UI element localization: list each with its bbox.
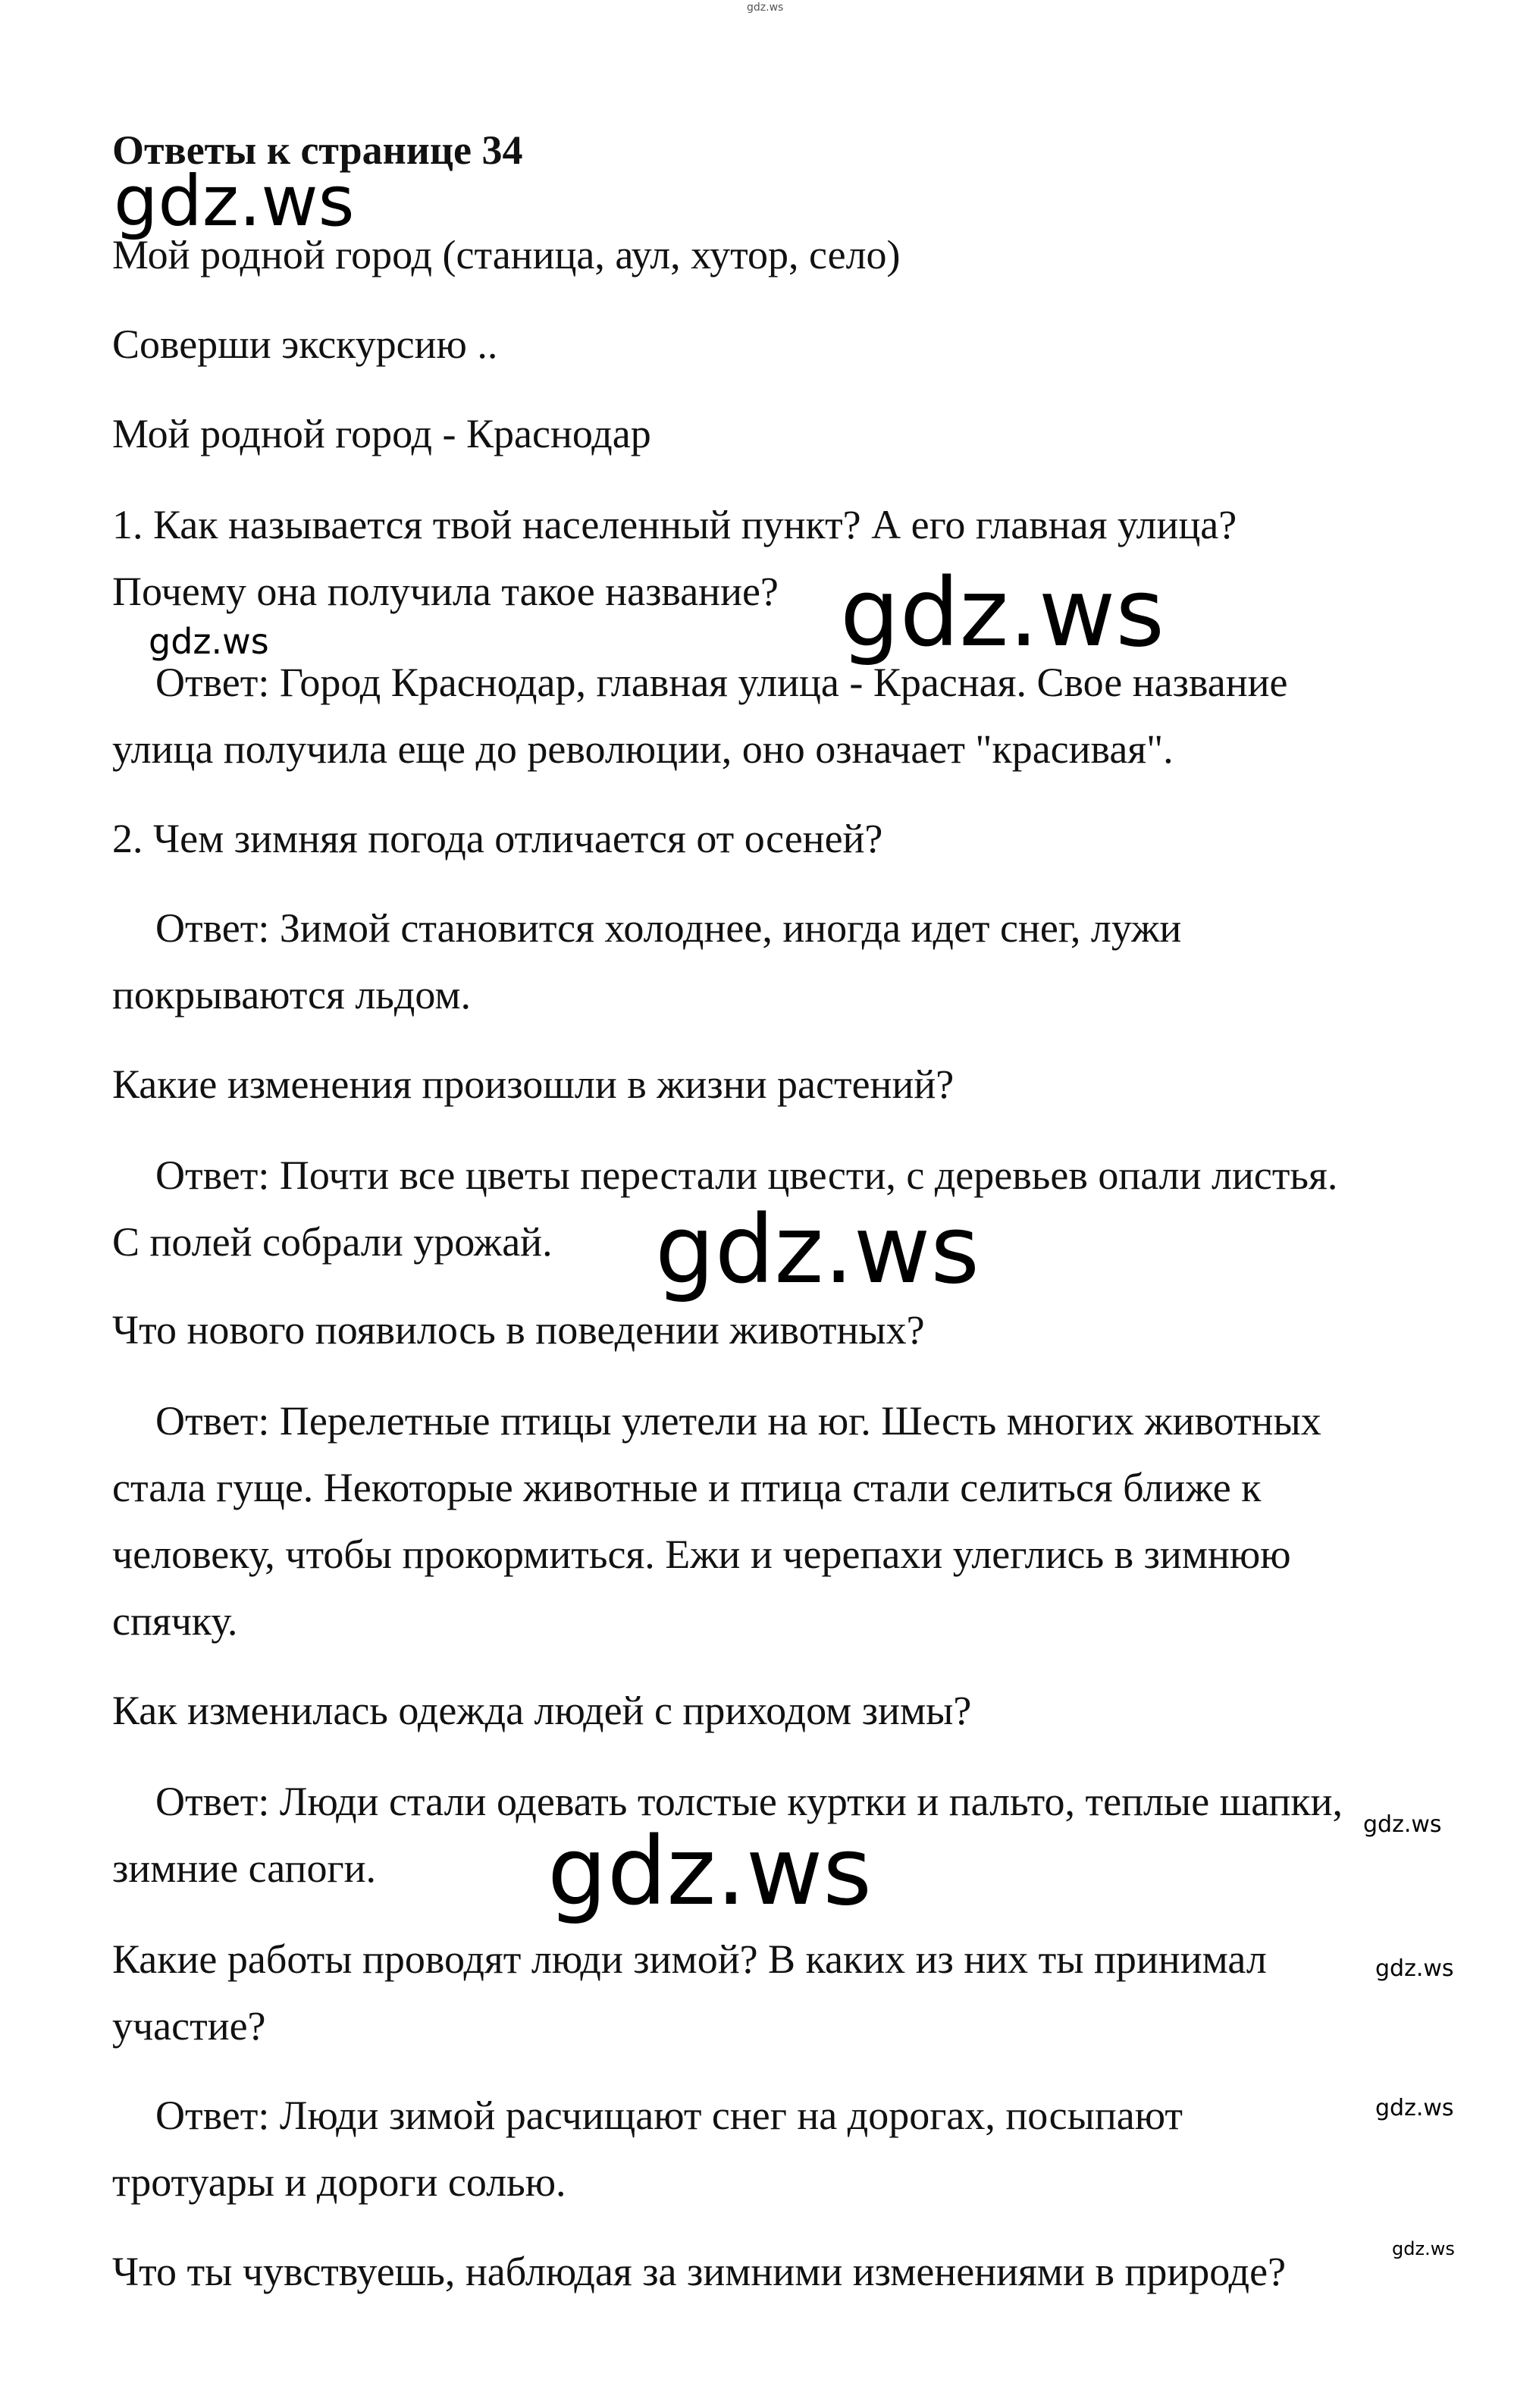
watermark-small: gdz.ws xyxy=(1392,2238,1455,2259)
question-line: Какие изменения произошли в жизни растений? xyxy=(112,1061,955,1107)
question-line: Что нового появилось в поведении животных? xyxy=(112,1307,925,1353)
question-line: 1. Как называется твой населенный пункт? А его главная улица? xyxy=(112,502,1237,547)
answer-line: стала гуще. Некоторые животные и птица стали селиться ближе к xyxy=(112,1465,1262,1510)
answer-line: Ответ: Люди стали одевать толстые куртки и пальто, теплые шапки, xyxy=(155,1779,1343,1824)
answer-line: С полей собрали урожай. xyxy=(112,1219,553,1265)
watermark-small: gdz.ws xyxy=(149,621,269,662)
answer-line: Ответ: Перелетные птицы улетели на юг. Шесть многих животных xyxy=(155,1398,1321,1444)
watermark-small: gdz.ws xyxy=(1375,1955,1454,1982)
text-line: Мой родной город - Краснодар xyxy=(112,411,651,456)
text-line: Мой родной город (станица, аул, хутор, село) xyxy=(112,232,901,277)
watermark-large: gdz.ws xyxy=(655,1196,980,1305)
answer-line: Ответ: Город Краснодар, главная улица - Красная. Свое название xyxy=(155,660,1288,705)
watermark-large: gdz.ws xyxy=(547,1817,872,1927)
answer-line: зимние сапоги. xyxy=(112,1845,376,1891)
text-line: Соверши экскурсию .. xyxy=(112,321,498,367)
page-title: Ответы к странице 34 xyxy=(112,127,523,173)
watermark-top: gdz.ws xyxy=(747,2,784,14)
answer-line: человеку, чтобы прокормиться. Ежи и черепахи улеглись в зимнюю xyxy=(112,1532,1291,1577)
answer-line: спячку. xyxy=(112,1598,238,1644)
question-line: участие? xyxy=(112,2003,266,2049)
watermark-large: gdz.ws xyxy=(840,559,1165,668)
question-line: 2. Чем зимняя погода отличается от осеней? xyxy=(112,816,883,861)
answer-line: Ответ: Люди зимой расчищают снег на дорогах, посыпают xyxy=(155,2093,1183,2138)
answer-line: улица получила еще до революции, оно означает "красивая". xyxy=(112,726,1174,772)
question-line: Что ты чувствуешь, наблюдая за зимними изменениями в природе? xyxy=(112,2249,1287,2294)
watermark-small: gdz.ws xyxy=(1375,2095,1454,2121)
watermark-large: gdz.ws xyxy=(114,161,355,242)
answer-line: покрываются льдом. xyxy=(112,972,472,1017)
question-line: Почему она получила такое название? xyxy=(112,569,779,614)
watermark-small: gdz.ws xyxy=(1363,1811,1442,1838)
answer-line: Ответ: Почти все цветы перестали цвести, с деревьев опали листья. xyxy=(155,1152,1338,1198)
question-line: Как изменилась одежда людей с приходом зимы? xyxy=(112,1688,972,1733)
question-line: Какие работы проводят люди зимой? В каких из них ты принимал xyxy=(112,1936,1267,1982)
answer-line: Ответ: Зимой становится холоднее, иногда идет снег, лужи xyxy=(155,905,1182,951)
answer-line: тротуары и дороги солью. xyxy=(112,2159,566,2205)
